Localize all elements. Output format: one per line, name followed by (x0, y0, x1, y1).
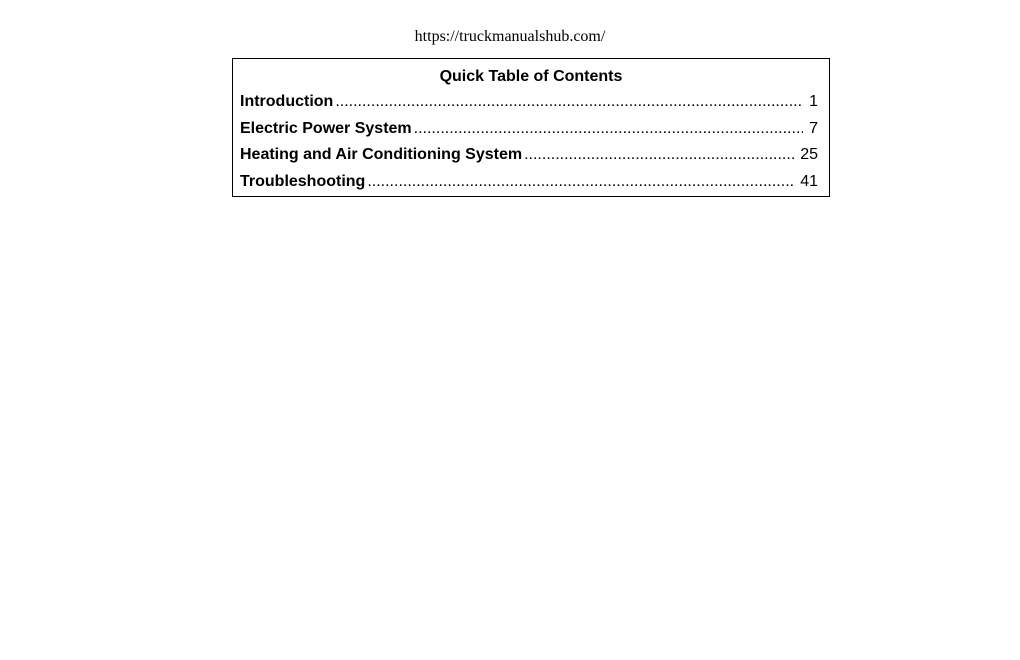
toc-entry-introduction[interactable] (240, 92, 818, 112)
toc-entry-label: Introduction (240, 93, 334, 110)
toc-leader-dots (414, 119, 803, 139)
toc-entry-troubleshooting[interactable] (240, 172, 818, 192)
toc-entry-electric-power-system[interactable] (240, 119, 818, 139)
toc-entry-label: Heating and Air Conditioning System (240, 146, 523, 163)
toc-entry-page: 1 (809, 93, 818, 110)
toc-leader-dots (335, 92, 803, 112)
toc-entry-page: 7 (809, 120, 818, 137)
toc-title: Quick Table of Contents (439, 68, 623, 85)
toc-leader-dots (367, 172, 794, 192)
toc-entry-page: 25 (800, 146, 818, 163)
toc-entry-page: 41 (800, 173, 818, 190)
toc-entry-label: Troubleshooting (240, 173, 366, 190)
toc-entry-heating-and-air-conditioning-system[interactable] (240, 145, 818, 165)
table-of-contents (232, 58, 830, 197)
source-url: https://truckmanualshub.com/ (414, 28, 606, 45)
toc-leader-dots (524, 145, 794, 165)
toc-entry-label: Electric Power System (240, 120, 412, 137)
